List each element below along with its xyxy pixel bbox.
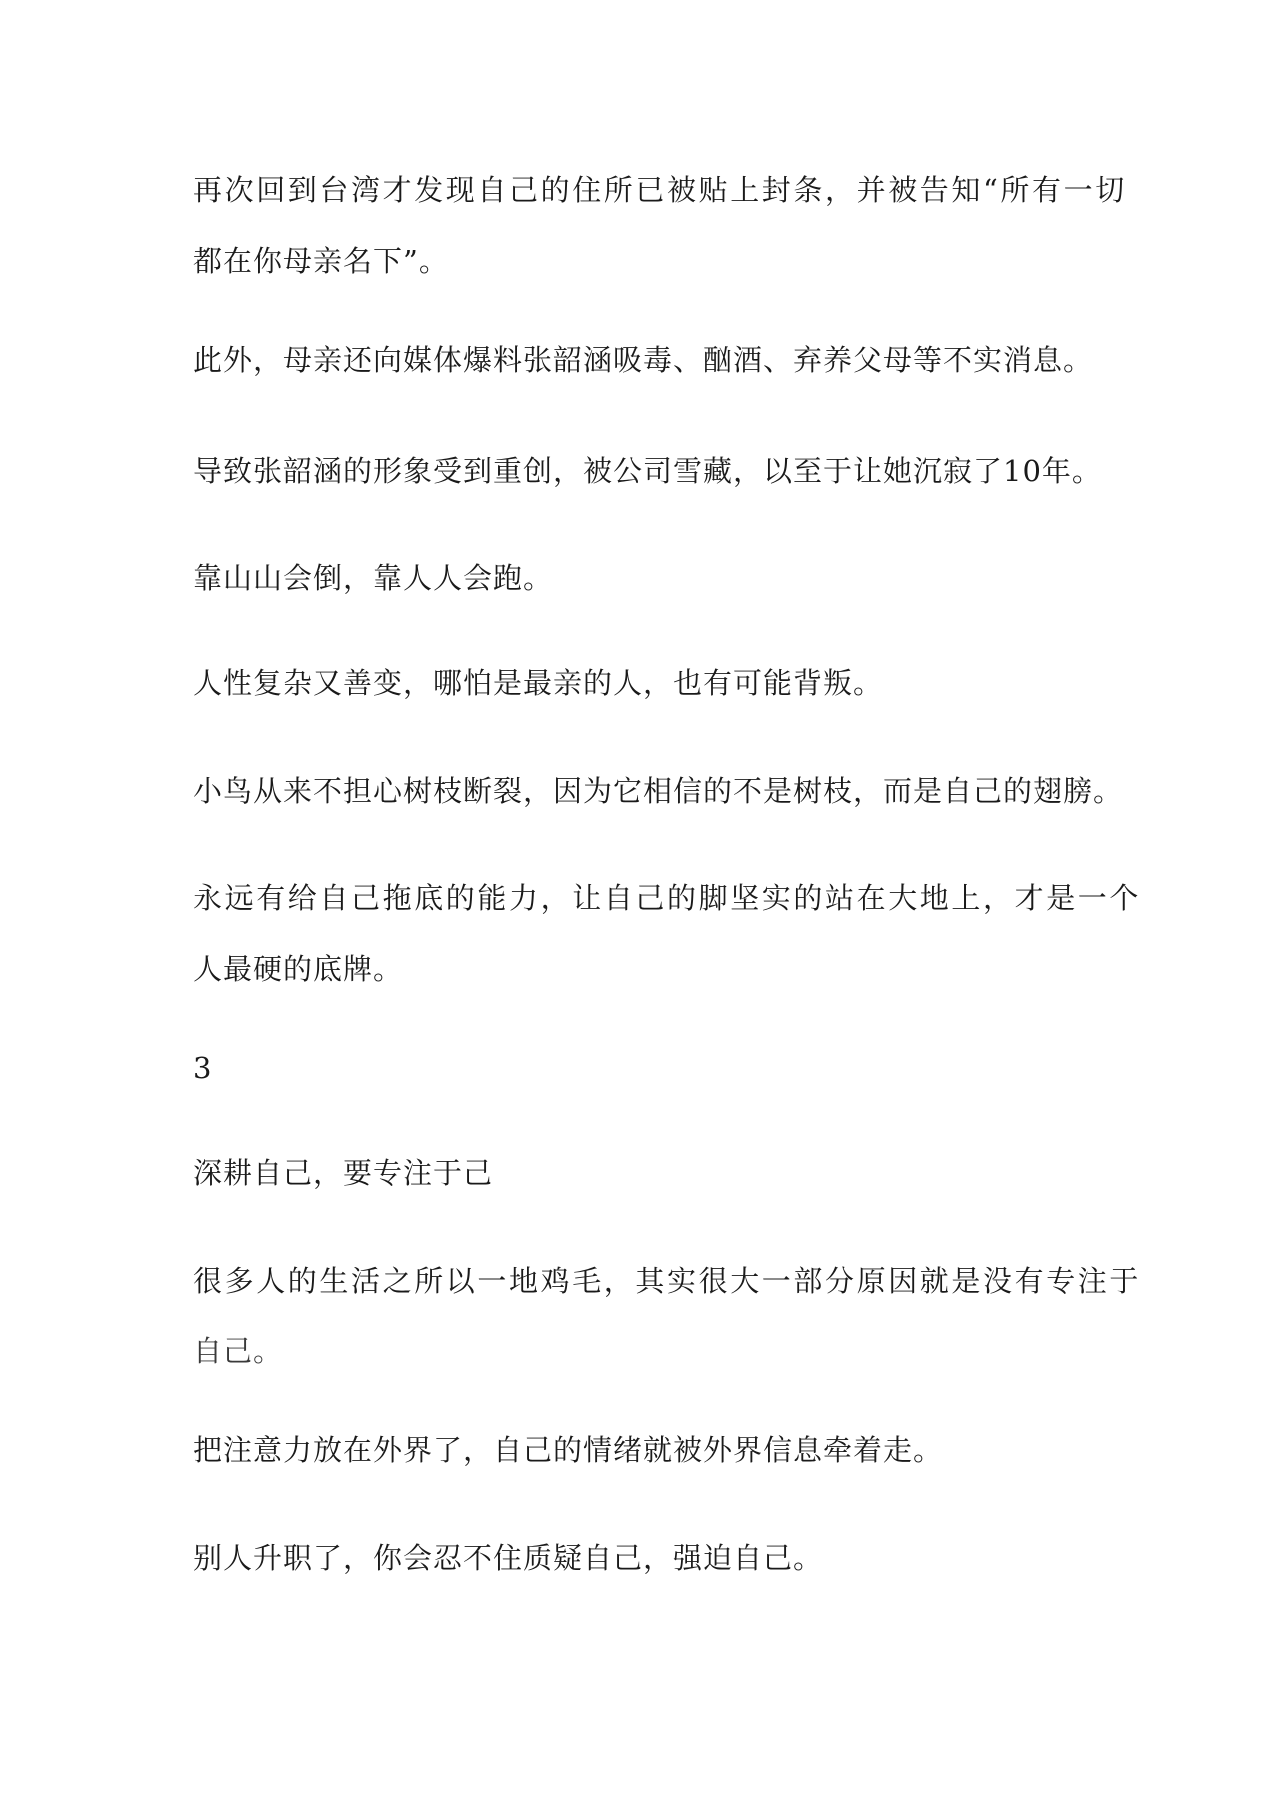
paragraph-line: 很多人的生活之所以一地鸡毛，其实很大一部分原因就是没有专注于 bbox=[193, 1264, 1142, 1298]
paragraph-line: 自己。 bbox=[193, 1334, 284, 1368]
paragraph-line: 都在你母亲名下”。 bbox=[193, 244, 449, 278]
paragraph-line: 人性复杂又善变，哪怕是最亲的人，也有可能背叛。 bbox=[193, 666, 884, 700]
paragraph-line: 人最硬的底牌。 bbox=[193, 952, 404, 986]
paragraph-line: 永远有给自己拖底的能力，让自己的脚坚实的站在大地上，才是一个 bbox=[193, 881, 1142, 915]
section-heading: 深耕自己，要专注于己 bbox=[193, 1156, 494, 1190]
paragraph-line: 小鸟从来不担心树枝断裂，因为它相信的不是树枝，而是自己的翅膀。 bbox=[193, 774, 1124, 808]
section-number: 3 bbox=[193, 1051, 213, 1085]
paragraph-line: 再次回到台湾才发现自己的住所已被贴上封条，并被告知“所有一切 bbox=[193, 173, 1127, 207]
paragraph-line: 把注意力放在外界了，自己的情绪就被外界信息牵着走。 bbox=[193, 1433, 944, 1467]
paragraph-line: 此外，母亲还向媒体爆料张韶涵吸毒、酗酒、弃养父母等不实消息。 bbox=[193, 343, 1094, 377]
paragraph-line: 别人升职了，你会忍不住质疑自己，强迫自己。 bbox=[193, 1541, 824, 1575]
paragraph-line: 靠山山会倒，靠人人会跑。 bbox=[193, 561, 554, 595]
paragraph-line: 导致张韶涵的形象受到重创，被公司雪藏，以至于让她沉寂了10年。 bbox=[193, 454, 1102, 488]
